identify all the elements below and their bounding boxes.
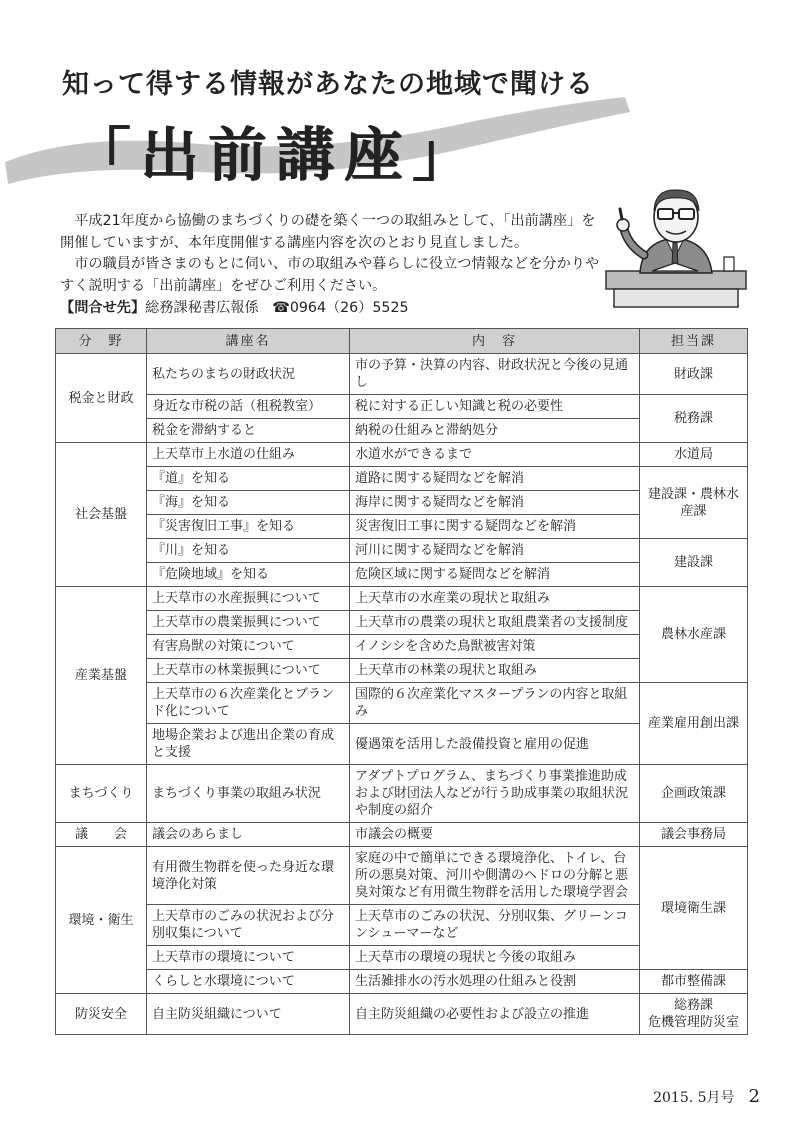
page-footer	[653, 1086, 760, 1107]
department-cell: 建設課	[640, 539, 748, 587]
table-row	[56, 994, 748, 1035]
table-row	[56, 765, 748, 823]
department-line-2: 危機管理防災室	[647, 1015, 739, 1030]
header-department: 担当課	[640, 329, 748, 354]
content-cell: 優遇策を活用した設備投資と雇用の促進	[350, 724, 640, 765]
content-cell: 納税の仕組みと滞納処分	[350, 419, 640, 443]
content-cell: 上天草市のごみの状況、分別収集、グリーンコンシューマーなど	[350, 905, 640, 946]
course-name-cell: 自主防災組織について	[147, 994, 350, 1035]
table-row	[56, 395, 748, 419]
header-field: 分 野	[56, 329, 147, 354]
content-cell: 国際的６次産業化マスタープランの内容と取組み	[350, 683, 640, 724]
content-cell: 道路に関する疑問などを解消	[350, 467, 640, 491]
table-header-row	[56, 329, 748, 354]
course-name-cell: くらしと水環境について	[147, 970, 350, 994]
course-name-cell: 私たちのまちの財政状況	[147, 354, 350, 395]
table-row	[56, 847, 748, 905]
content-cell: 危険区域に関する疑問などを解消	[350, 563, 640, 587]
content-cell: 生活雑排水の汚水処理の仕組みと役割	[350, 970, 640, 994]
contact-phone: ☎0964（26）5525	[272, 300, 409, 316]
course-name-cell: 上天草市の水産振興について	[147, 587, 350, 611]
course-name-cell: 『道』を知る	[147, 467, 350, 491]
department-cell: 都市整備課	[640, 970, 748, 994]
table-row	[56, 354, 748, 395]
content-cell: 市議会の概要	[350, 823, 640, 847]
intro-paragraph-1: 平成21年度から協働のまちづくりの礎を築く一つの取組みとして、「出前講座」を開催していますが、本年度開催する講座内容を次のとおり見直しました。	[60, 213, 596, 251]
field-cell: 議 会	[56, 823, 147, 847]
department-cell: 農林水産課	[640, 587, 748, 683]
table-row	[56, 683, 748, 724]
course-name-cell: 身近な市税の話（租税教室）	[147, 395, 350, 419]
content-cell: アダプトプログラム、まちづくり事業推進助成および財団法人などが行う助成事業の取組状況や制度の紹介	[350, 765, 640, 823]
course-name-cell: 議会のあらまし	[147, 823, 350, 847]
contact-label: 【問合せ先】	[60, 300, 146, 316]
course-name-cell: 有用微生物群を使った身近な環境浄化対策	[147, 847, 350, 905]
field-cell: 環境・衛生	[56, 847, 147, 994]
contact-info	[60, 297, 409, 317]
page-title: 「出前講座」	[72, 121, 481, 189]
table-row	[56, 823, 748, 847]
content-cell: イノシシを含めた鳥獣被害対策	[350, 635, 640, 659]
field-cell: 産業基盤	[56, 587, 147, 765]
course-name-cell: 上天草市の６次産業化とブランド化について	[147, 683, 350, 724]
table-row	[56, 587, 748, 611]
department-cell: 環境衛生課	[640, 847, 748, 970]
intro-text	[60, 211, 600, 297]
table-row	[56, 539, 748, 563]
contact-dept: 総務課秘書広報係	[145, 300, 259, 316]
department-cell: 企画政策課	[640, 765, 748, 823]
course-name-cell: 税金を滞納すると	[147, 419, 350, 443]
content-cell: 災害復旧工事に関する疑問などを解消	[350, 515, 640, 539]
intro-paragraph-2: 市の職員が皆さまのもとに伺い、市の取組みや暮らしに役立つ情報などを分かりやすく説明する「出前講座」をぜひご利用ください。	[60, 256, 600, 294]
field-cell: 社会基盤	[56, 443, 147, 587]
department-cell: 議会事務局	[640, 823, 748, 847]
course-name-cell: 上天草市の林業振興について	[147, 659, 350, 683]
course-name-cell: 地場企業および進出企業の育成と支援	[147, 724, 350, 765]
lecture-table	[55, 328, 748, 1035]
course-name-cell: 上天草市の環境について	[147, 946, 350, 970]
department-cell: 建設課・農林水産課	[640, 467, 748, 539]
course-name-cell: 上天草市上水道の仕組み	[147, 443, 350, 467]
field-cell: 防災安全	[56, 994, 147, 1035]
department-cell: 税務課	[640, 395, 748, 443]
content-cell: 自主防災組織の必要性および設立の推進	[350, 994, 640, 1035]
content-cell: 上天草市の林業の現状と取組み	[350, 659, 640, 683]
table-row	[56, 443, 748, 467]
course-name-cell: 有害鳥獣の対策について	[147, 635, 350, 659]
department-line-1: 総務課	[673, 998, 713, 1013]
course-name-cell: 『災害復旧工事』を知る	[147, 515, 350, 539]
course-name-cell: まちづくり事業の取組み状況	[147, 765, 350, 823]
department-cell: 水道局	[640, 443, 748, 467]
department-cell	[640, 994, 748, 1035]
headline: 知って得する情報があなたの地域で聞ける	[62, 69, 594, 100]
issue-label: 2015. 5月号	[653, 1090, 735, 1106]
course-name-cell: 『川』を知る	[147, 539, 350, 563]
department-cell: 産業雇用創出課	[640, 683, 748, 765]
course-name-cell: 上天草市の農業振興について	[147, 611, 350, 635]
content-cell: 税に対する正しい知識と税の必要性	[350, 395, 640, 419]
content-cell: 上天草市の環境の現状と今後の取組み	[350, 946, 640, 970]
lecturer-illustration	[600, 183, 750, 313]
content-cell: 河川に関する疑問などを解消	[350, 539, 640, 563]
content-cell: 市の予算・決算の内容、財政状況と今後の見通し	[350, 354, 640, 395]
department-cell: 財政課	[640, 354, 748, 395]
page-number: 2	[748, 1086, 760, 1107]
content-cell: 上天草市の水産業の現状と取組み	[350, 587, 640, 611]
field-cell: 税金と財政	[56, 354, 147, 443]
header-content: 内 容	[350, 329, 640, 354]
header-course-name: 講座名	[147, 329, 350, 354]
content-cell: 上天草市の農業の現状と取組農業者の支援制度	[350, 611, 640, 635]
course-name-cell: 『危険地域』を知る	[147, 563, 350, 587]
content-cell: 家庭の中で簡単にできる環境浄化、トイレ、台所の悪臭対策、河川や側溝のヘドロの分解と悪臭対策など有用微生物群を活用した環境学習会	[350, 847, 640, 905]
table-row	[56, 970, 748, 994]
table-row	[56, 467, 748, 491]
content-cell: 海岸に関する疑問などを解消	[350, 491, 640, 515]
content-cell: 水道水ができるまで	[350, 443, 640, 467]
field-cell: まちづくり	[56, 765, 147, 823]
course-name-cell: 『海』を知る	[147, 491, 350, 515]
course-name-cell: 上天草市のごみの状況および分別収集について	[147, 905, 350, 946]
